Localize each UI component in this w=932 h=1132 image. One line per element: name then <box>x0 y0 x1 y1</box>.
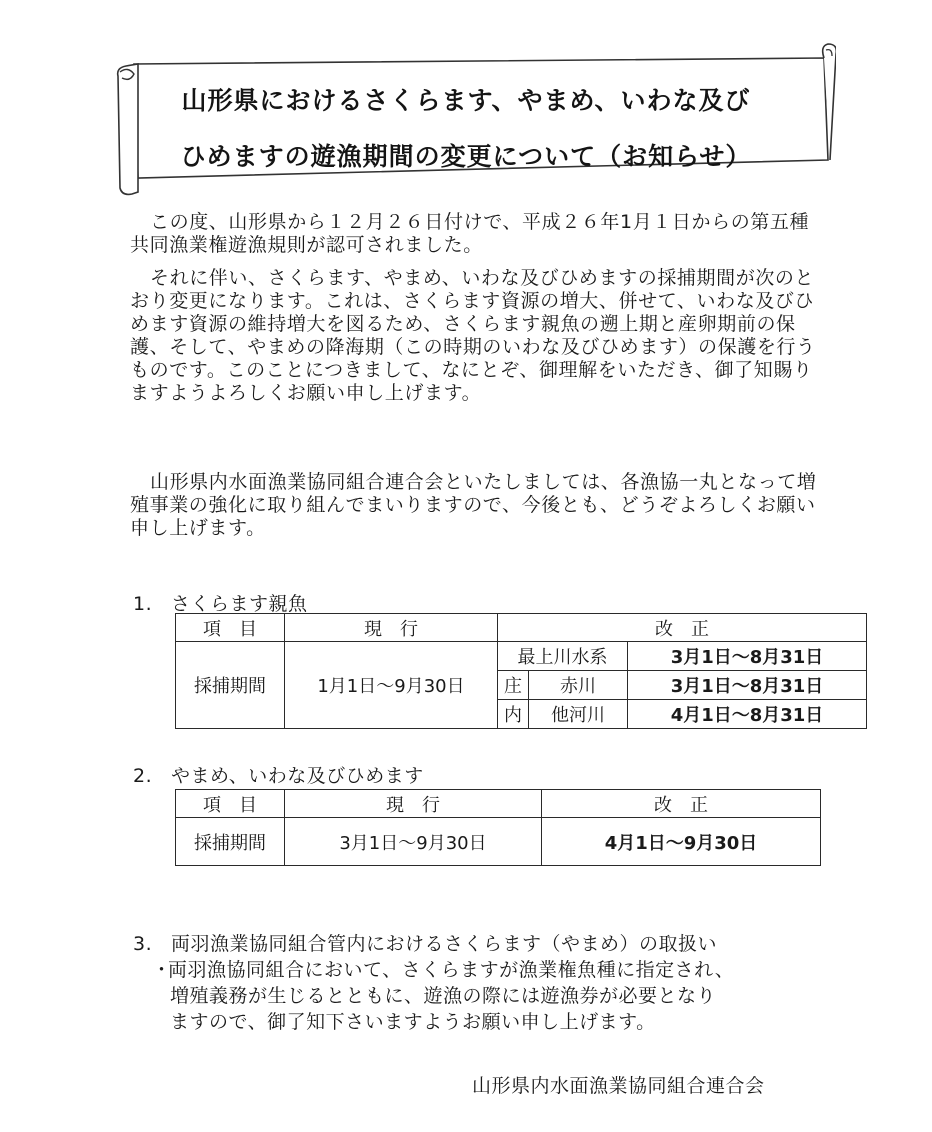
sakuramasu-period-table <box>175 613 867 729</box>
region-other-rivers: 他河川 <box>529 700 628 729</box>
intro-paragraph <box>130 211 820 257</box>
current-period-value: 1月1日～9月30日 <box>285 642 498 729</box>
bullet-mark: ・ <box>152 959 172 981</box>
revised-period-other-rivers: 4月1日～8月31日 <box>628 700 867 729</box>
current-period-value: 3月1日～9月30日 <box>285 818 542 866</box>
signature: 山形県内水面漁業協同組合連合会 <box>472 1075 765 1097</box>
header-item: 項 目 <box>176 790 285 818</box>
ryou-u-note <box>152 957 812 1035</box>
region-akagawa: 赤川 <box>529 671 628 700</box>
intro-paragraph-text: この度、山形県から１２月２６日付けで、平成２６年1月１日からの第五種共同漁業権遊漁規則が認可されました。 <box>130 211 810 256</box>
header-revised: 改 正 <box>498 614 867 642</box>
section-1-heading <box>133 589 308 616</box>
section-1-title: さくらます親魚 <box>171 593 308 615</box>
change-explanation-paragraph <box>130 267 820 405</box>
yamame-iwana-period-table <box>175 789 821 866</box>
closing-paragraph <box>130 471 820 540</box>
section-3-heading <box>133 929 717 956</box>
revised-period-value: 4月1日～9月30日 <box>542 818 821 866</box>
row-label-period: 採捕期間 <box>176 818 285 866</box>
region-shonai-prefix-1: 庄 <box>498 671 529 700</box>
region-shonai-prefix-2: 内 <box>498 700 529 729</box>
row-label-period: 採捕期間 <box>176 642 285 729</box>
closing-paragraph-text: 山形県内水面漁業協同組合連合会といたしましては、各漁協一丸となって増殖事業の強化に取り組んでまいりますので、今後とも、どうぞよろしくお願い申し上げます。 <box>130 471 817 539</box>
revised-period-akagawa: 3月1日～8月31日 <box>628 671 867 700</box>
section-1-number: 1. <box>133 593 153 615</box>
page-title-line-1: 山形県におけるさくらます、やまめ、いわな及び <box>181 86 751 115</box>
region-mogami: 最上川水系 <box>498 642 628 671</box>
header-current: 現 行 <box>285 614 498 642</box>
section-2-number: 2. <box>133 765 153 787</box>
note-line-3: ますので、御了知下さいますようお願い申し上げます。 <box>170 1011 656 1033</box>
note-line-1: 両羽漁協同組合において、さくらますが漁業権魚種に指定され、 <box>168 959 735 981</box>
section-3-number: 3. <box>133 933 153 955</box>
header-item: 項 目 <box>176 614 285 642</box>
title-scroll-banner <box>108 42 836 200</box>
header-revised: 改 正 <box>542 790 821 818</box>
note-line-2: 増殖義務が生じるとともに、遊漁の際には遊漁券が必要となり <box>170 985 717 1007</box>
section-2-title: やまめ、いわな及びひめます <box>171 765 424 787</box>
section-3-title: 両羽漁業協同組合管内におけるさくらます（やまめ）の取扱い <box>171 933 718 955</box>
page-title-line-2: ひめますの遊漁期間の変更について（お知らせ） <box>180 142 752 171</box>
header-current: 現 行 <box>285 790 542 818</box>
revised-period-mogami: 3月1日～8月31日 <box>628 642 867 671</box>
section-2-heading <box>133 761 424 788</box>
change-explanation-text: それに伴い、さくらます、やまめ、いわな及びひめますの採捕期間が次のとおり変更になります。これは、さくらます資源の増大、併せて、いわな及びひめます資源の維持増大を図るため、さくらます親魚の遡上期と産卵期前の保護、そして、やまめの降海期（この時期のいわな及びひめます）の保護を行うものです。このことにつきまして、なにとぞ、御理解をいただき、御了知賜りますようよろしくお願い申し上げます。 <box>130 267 816 404</box>
